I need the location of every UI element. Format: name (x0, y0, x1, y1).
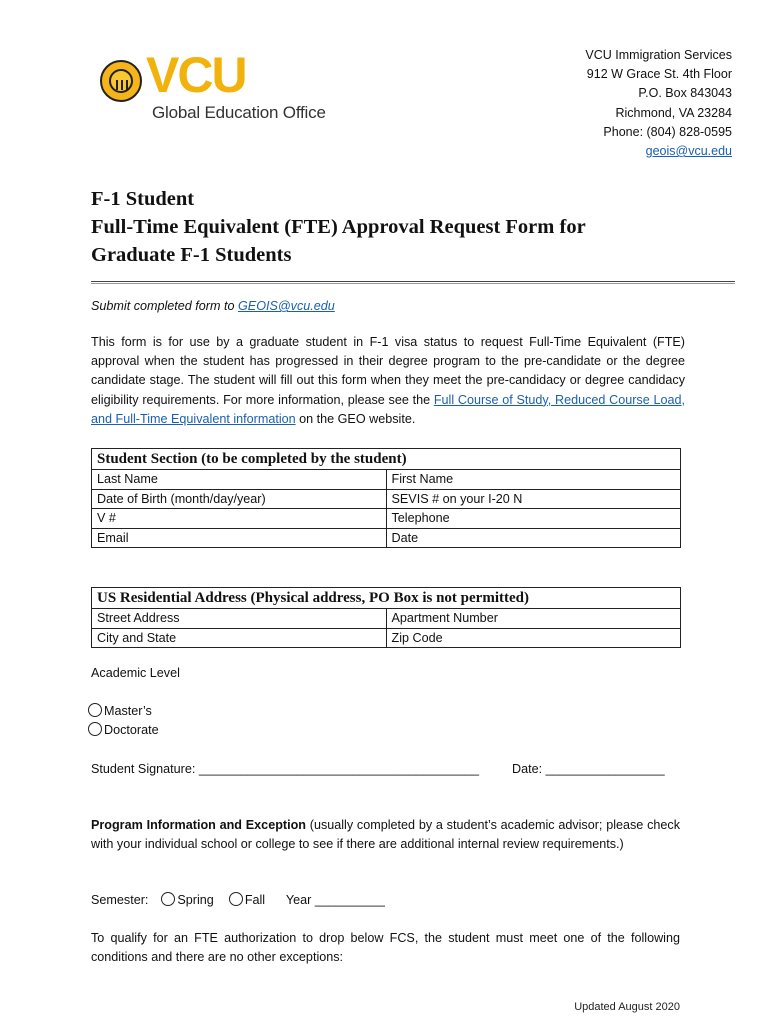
form-title (91, 185, 586, 269)
city-state-field[interactable]: City and State (92, 628, 387, 648)
program-info-heading: Program Information and Exception (91, 818, 306, 832)
apartment-number-field[interactable]: Apartment Number (386, 609, 681, 629)
email-field[interactable]: Email (92, 528, 387, 548)
contact-line: Phone: (804) 828-0595 (603, 124, 732, 139)
masters-option[interactable] (88, 702, 152, 721)
first-name-field[interactable]: First Name (386, 470, 681, 490)
submit-instructions (91, 297, 335, 316)
intro-suffix: on the GEO website. (295, 411, 416, 426)
fall-label: Fall (244, 893, 266, 907)
title-line-1: F-1 Student (91, 188, 195, 210)
masters-radio[interactable] (88, 703, 102, 717)
signature-date-line[interactable]: _________________ (545, 762, 665, 776)
address-section-table (91, 587, 681, 648)
last-name-field[interactable]: Last Name (92, 470, 387, 490)
title-divider (91, 281, 735, 282)
masters-label: Master’s (104, 704, 152, 718)
spring-label: Spring (177, 893, 214, 907)
address-section-header: US Residential Address (Physical address, PO Box is not permitted) (92, 588, 681, 609)
intro-paragraph (91, 333, 685, 429)
sevis-number-field[interactable]: SEVIS # on your I-20 N (386, 489, 681, 509)
doctorate-option[interactable] (88, 721, 159, 740)
semester-row (91, 891, 385, 910)
fcs-info-link[interactable]: Full Course of Study, Reduced Course Load, and Full-Time Equivalent information (91, 392, 685, 426)
contact-line: VCU Immigration Services (585, 48, 732, 62)
doctorate-label: Doctorate (104, 723, 159, 737)
seal-pillar (121, 80, 123, 90)
seal-pillar (116, 80, 118, 90)
telephone-field[interactable]: Telephone (386, 509, 681, 529)
street-address-field[interactable]: Street Address (92, 609, 387, 629)
signature-label: Student Signature: (91, 762, 199, 776)
zip-code-field[interactable]: Zip Code (386, 628, 681, 648)
spring-radio[interactable] (161, 892, 175, 906)
vcu-seal-logo (100, 60, 142, 102)
contact-block (585, 46, 732, 161)
submit-email-link[interactable]: GEOIS@vcu.edu (238, 299, 335, 313)
academic-level-label: Academic Level (91, 666, 180, 680)
student-section-table (91, 448, 681, 548)
title-line-3: Graduate F-1 Students (91, 244, 292, 266)
title-line-2: Full-Time Equivalent (FTE) Approval Request Form for (91, 216, 586, 238)
doctorate-radio[interactable] (88, 722, 102, 736)
program-info-text: (usually completed by a student’s academic advisor; please check with your individual school or college to see if there are additional internal review requirements.) (91, 818, 680, 852)
v-number-field[interactable]: V # (92, 509, 387, 529)
date-of-birth-field[interactable]: Date of Birth (month/day/year) (92, 489, 387, 509)
seal-inner-ring (109, 69, 133, 93)
signature-line[interactable]: ________________________________________ (198, 762, 479, 776)
date-field[interactable]: Date (386, 528, 681, 548)
title-divider-secondary (91, 283, 735, 284)
submit-prefix: Submit completed form to (91, 299, 238, 313)
year-line[interactable]: __________ (314, 893, 385, 907)
signature-date-label: Date: (512, 762, 546, 776)
year-label: Year (285, 893, 315, 907)
qualify-paragraph: To qualify for an FTE authorization to drop below FCS, the student must meet one of the following conditions and there are no other exceptions: (91, 931, 680, 965)
semester-label: Semester: (91, 893, 149, 907)
contact-line: P.O. Box 843043 (638, 86, 732, 101)
contact-email-link[interactable]: geois@vcu.edu (645, 144, 732, 159)
contact-line: Richmond, VA 23284 (615, 105, 732, 120)
intro-text: This form is for use by a graduate student in F-1 visa status to request Full-Time Equivalent (FTE) approval when the student has progressed in their degree program to the pre-candidate or the degree candidate stage. The student will fill out this form when they meet the pre-candidacy or degree candidacy eligibility requirements. For more information, please see the (91, 335, 685, 407)
seal-pillar (126, 80, 128, 90)
student-signature-row (91, 760, 479, 779)
updated-date-footer: Updated August 2020 (574, 1001, 680, 1013)
program-info-paragraph (91, 816, 680, 854)
vcu-wordmark: VCU (146, 47, 246, 103)
fall-radio[interactable] (229, 892, 243, 906)
contact-line: 912 W Grace St. 4th Floor (586, 67, 732, 82)
logo-subtitle: Global Education Office (152, 103, 326, 122)
student-section-header: Student Section (to be completed by the student) (92, 449, 681, 470)
signature-date-row (512, 760, 665, 779)
